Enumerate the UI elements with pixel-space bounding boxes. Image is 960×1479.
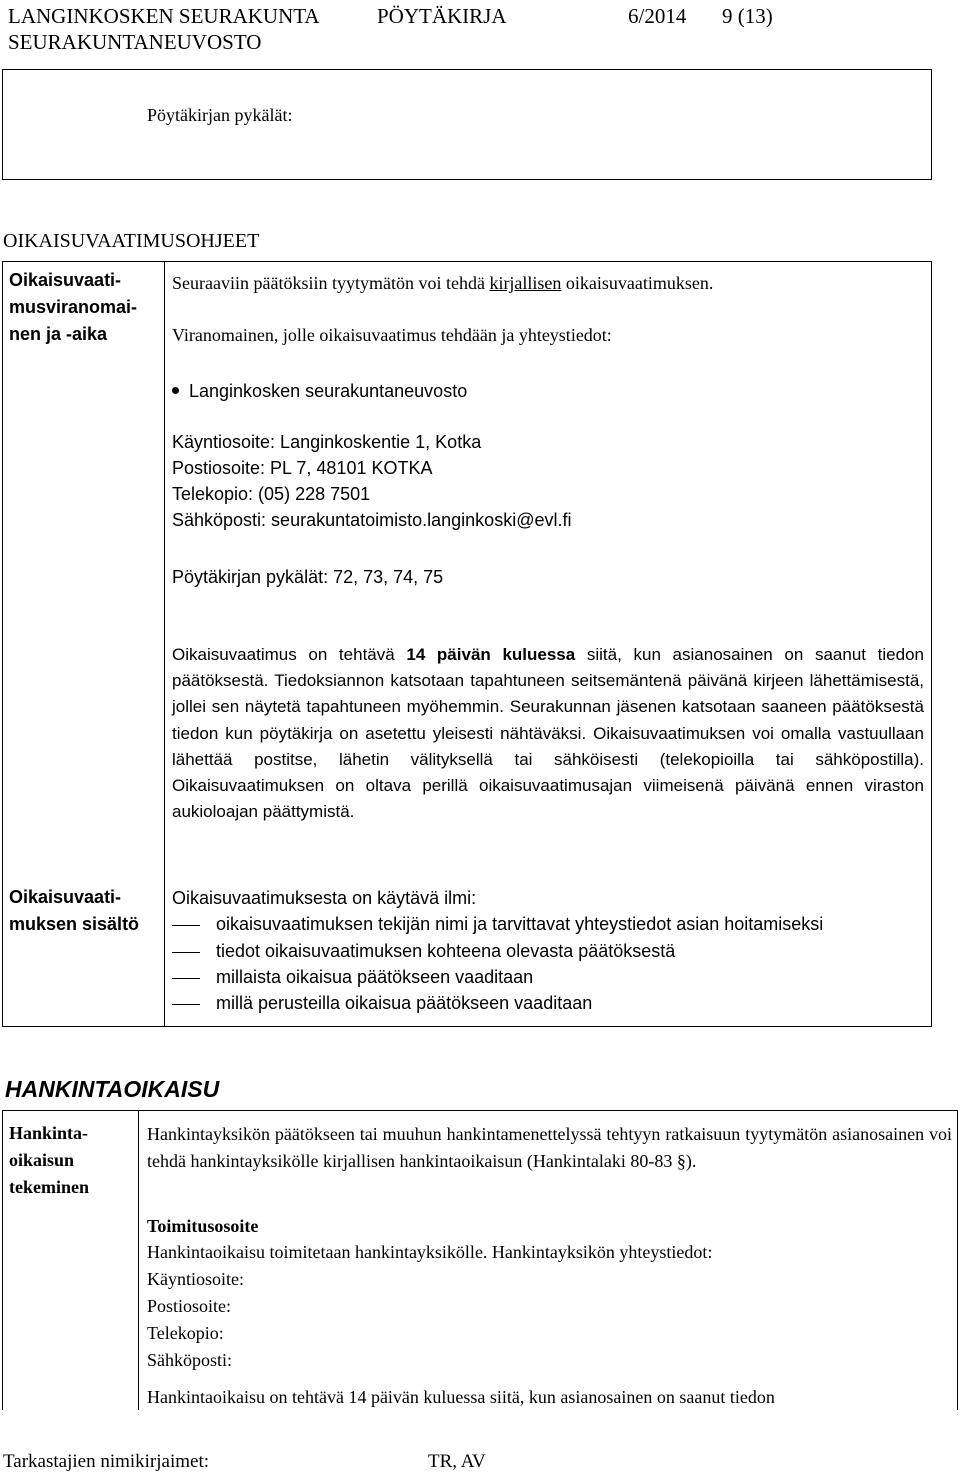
bullet-icon — [172, 387, 179, 394]
dash-icon — [172, 952, 200, 953]
hankinta-label: Hankinta- oikaisun tekeminen — [9, 1123, 89, 1197]
table-divider — [164, 261, 165, 1027]
header-number: 6/2014 — [628, 4, 687, 28]
h-kayntiosoite: Käyntiosoite: — [147, 1269, 244, 1289]
footer-initials: TR, AV — [428, 1451, 486, 1472]
pykalat-list: Pöytäkirjan pykälät: 72, 73, 74, 75 — [172, 567, 444, 587]
h-postiosoite: Postiosoite: — [147, 1296, 232, 1316]
row1-label: Oikaisuvaati- musviranomai- nen ja -aika — [9, 270, 138, 344]
dash-icon — [172, 978, 200, 979]
authority-line: Viranomainen, jolle oikaisuvaatimus tehdään ja yhteystiedot: — [172, 325, 612, 345]
header-org: LANGINKOSKEN SEURAKUNTA — [8, 4, 320, 28]
contact-block — [172, 429, 571, 533]
oikaisu-heading: OIKAISUVAATIMUSOHJEET — [3, 230, 260, 252]
authority-bullet: Langinkosken seurakuntaneuvosto — [172, 378, 467, 404]
hankinta-divider — [138, 1110, 139, 1410]
h-sahkoposti: Sähköposti: — [147, 1350, 233, 1370]
toimitus-block: Hankintaoikaisu toimitetaan hankintayksikölle. Hankintayksikön yhteystiedot: Käyntiosoite: Postiosoite: Telekopio: Sähköposti: — [147, 1239, 712, 1374]
content-item: tiedot oikaisuvaatimuksen kohteena olevasta päätöksestä — [172, 938, 675, 964]
content-item: oikaisuvaatimuksen tekijän nimi ja tarvittavat yhteystiedot asian hoitamiseksi — [172, 911, 823, 937]
hankinta-deadline: Hankintaoikaisu on tehtävä 14 päivän kuluessa siitä, kun asianosainen on saanut tiedon — [147, 1387, 775, 1407]
dash-icon — [172, 925, 200, 926]
dash-icon — [172, 1004, 200, 1005]
postiosoite: Postiosoite: PL 7, 48101 KOTKA — [172, 458, 433, 478]
hankinta-intro: Hankintayksikön päätökseen tai muuhun hankintamenettelyssä tehtyyn ratkaisuun tyytymätön asianosainen voi tehdä hankintayksikölle kirjallisen hankintaoikaisun (Hankintalaki 80-83 §). — [147, 1124, 952, 1171]
content-item: millaista oikaisua päätökseen vaaditaan — [172, 964, 533, 990]
row2-label: Oikaisuvaati- muksen sisältö — [9, 887, 140, 934]
hankinta-heading: HANKINTAOIKAISU — [5, 1076, 220, 1102]
h-telekopio: Telekopio: — [147, 1323, 224, 1343]
footer-label: Tarkastajien nimikirjaimet: — [3, 1451, 210, 1472]
header-body: SEURAKUNTANEUVOSTO — [8, 30, 262, 54]
toimitus-heading: Toimitusosoite — [147, 1216, 259, 1236]
pykalat-box — [2, 69, 932, 180]
kayntiosoite: Käyntiosoite: Langinkoskentie 1, Kotka — [172, 432, 482, 452]
pykalat-label: Pöytäkirjan pykälät: — [147, 105, 293, 125]
content-item: millä perusteilla oikaisua päätökseen vaaditaan — [172, 990, 592, 1016]
header-page: 9 (13) — [722, 4, 773, 28]
sahkoposti: Sähköposti: seurakuntatoimisto.langinkoski@evl.fi — [172, 510, 572, 530]
header-doc-type: PÖYTÄKIRJA — [377, 4, 507, 28]
content-intro: Oikaisuvaatimuksesta on käytävä ilmi: — [172, 888, 477, 908]
deadline-paragraph: Oikaisuvaatimus on tehtävä 14 päivän kuluessa siitä, kun asianosainen on saanut tiedon päätöksestä. Tiedoksiannon katsotaan tapahtuneen seitsemäntenä päivänä kirjeen lähettämisestä, jollei sen näytetä tapahtuneen myöhemmin. Seurakunnan jäsenen katsotaan saaneen päätöksestä tiedon kun pöytäkirja on asetettu yleisesti nähtäväksi. Oikaisuvaatimuksen voi omalla vastuullaan lähettää postitse, lähetin välityksellä tai sähköisesti (telekopioilla tai sähköpostilla). Oikaisuvaatimuksen on oltava perillä oikaisuvaatimusajan viimeisenä päivänä ennen viraston aukioloajan päättymistä. — [172, 645, 924, 822]
telekopio: Telekopio: (05) 228 7501 — [172, 484, 371, 504]
oikaisu-intro: Seuraaviin päätöksiin tyytymätön voi tehdä kirjallisen oikaisuvaatimuksen. — [172, 273, 714, 293]
